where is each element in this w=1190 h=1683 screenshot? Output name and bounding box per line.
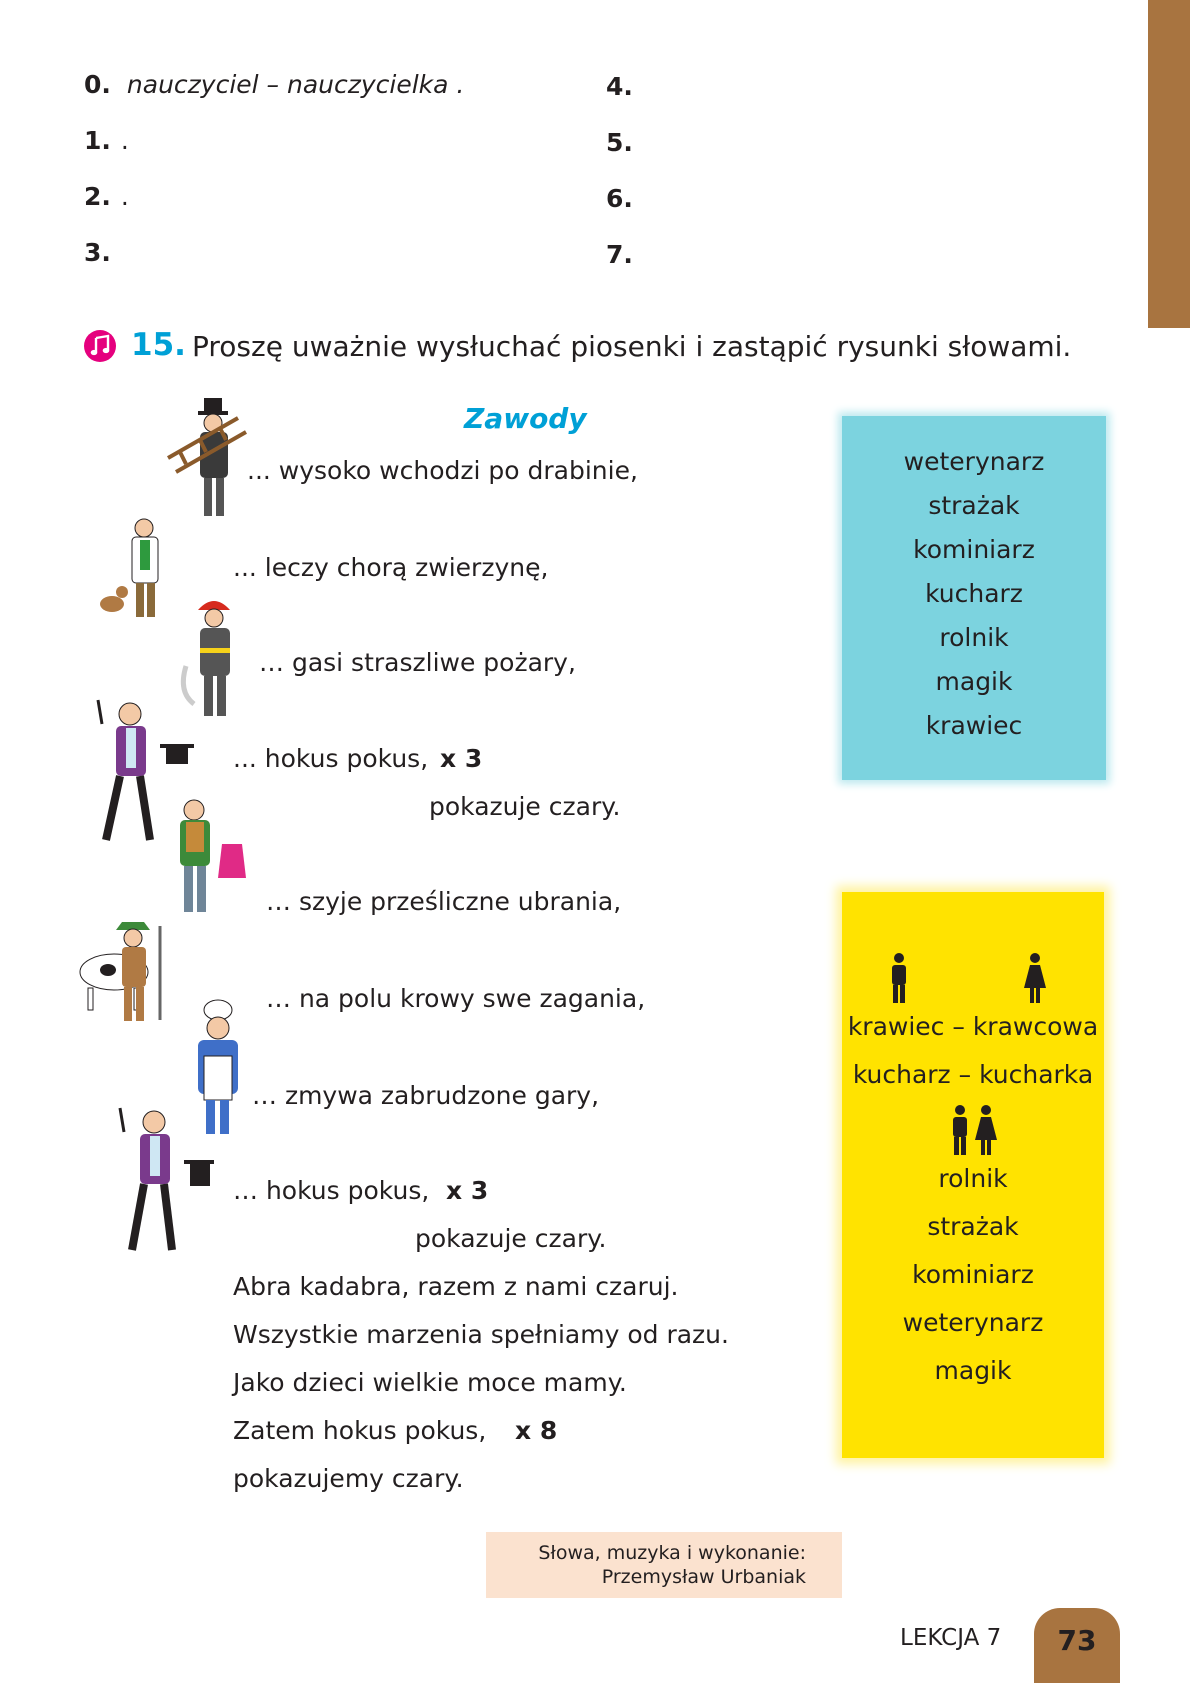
repeat-mark: x 3	[440, 744, 483, 773]
song-line: … szyje prześliczne ubrania,	[266, 887, 622, 916]
song-line: … zmywa zabrudzone gary,	[252, 1081, 600, 1110]
list-item: 5.	[606, 128, 633, 157]
list-item: 2. .	[84, 182, 129, 211]
list-item: 1. .	[84, 126, 129, 155]
song-line: pokazuje czary.	[415, 1224, 607, 1253]
list-item: 6.	[606, 184, 633, 213]
song-line: ... hokus pokus,	[233, 744, 429, 773]
song-line: ... wysoko wchodzi po drabinie,	[247, 456, 638, 485]
gender-forms-box	[842, 892, 1104, 1458]
song-line: pokazujemy czary.	[233, 1464, 464, 1493]
list-item: 0. nauczyciel – nauczycielka .	[84, 70, 465, 99]
song-line: Abra kadabra, razem z nami czaruj.	[233, 1272, 679, 1301]
music-note-icon	[84, 330, 116, 362]
song-credit	[486, 1532, 842, 1598]
word-bank-box	[842, 416, 1106, 780]
repeat-mark: x 8	[515, 1416, 558, 1445]
word-bank-item: strażak	[928, 491, 1020, 520]
word-bank-item: magik	[935, 667, 1013, 696]
song-title: Zawody	[464, 402, 587, 435]
male-female-figures-icon	[948, 1104, 1000, 1156]
word-bank-item: kominiarz	[913, 535, 1035, 564]
list-item: 3.	[84, 238, 111, 267]
male-figure-icon	[886, 952, 912, 1004]
exercise-number: 15.	[131, 327, 186, 363]
gender-same-word: kominiarz	[912, 1260, 1034, 1289]
song-line: pokazuje czary.	[429, 792, 621, 821]
list-item: 7.	[606, 240, 633, 269]
lesson-label: LEKCJA 7	[900, 1625, 1002, 1651]
song-line: … na polu krowy swe zagania,	[266, 984, 646, 1013]
word-bank-item: weterynarz	[903, 447, 1045, 476]
credit-line: Słowa, muzyka i wykonanie:	[538, 1542, 806, 1564]
tailor-illustration	[166, 796, 250, 918]
list-item: 4.	[606, 72, 633, 101]
gender-same-word: rolnik	[938, 1164, 1008, 1193]
song-line: … hokus pokus,	[233, 1176, 430, 1205]
song-line: Zatem hokus pokus,	[233, 1416, 487, 1445]
magician-illustration	[110, 1104, 214, 1256]
example-answer: nauczyciel – nauczycielka .	[126, 70, 465, 99]
veterinarian-illustration	[98, 512, 174, 624]
song-line: ... leczy chorą zwierzynę,	[233, 553, 549, 582]
word-bank-item: krawiec	[925, 711, 1023, 740]
farmer-illustration	[78, 920, 188, 1026]
song-line: Wszystkie marzenia spełniamy od razu.	[233, 1320, 729, 1349]
page-number-tab	[1034, 1608, 1120, 1683]
gender-pair: krawiec – krawcowa	[847, 1012, 1099, 1041]
chimney-sweep-illustration	[166, 396, 260, 524]
song-line: Jako dzieci wielkie moce mamy.	[233, 1368, 627, 1397]
word-bank-item: rolnik	[939, 623, 1009, 652]
repeat-mark: x 3	[446, 1176, 489, 1205]
page-number: 73	[1057, 1624, 1097, 1657]
gender-same-word: magik	[934, 1356, 1012, 1385]
gender-same-word: strażak	[927, 1212, 1019, 1241]
gender-pair: kucharz – kucharka	[852, 1060, 1094, 1089]
chapter-tab	[1148, 0, 1190, 328]
female-figure-icon	[1022, 952, 1048, 1004]
credit-author: Przemysław Urbaniak	[601, 1566, 806, 1588]
gender-same-word: weterynarz	[902, 1308, 1044, 1337]
word-bank-item: kucharz	[925, 579, 1023, 608]
exercise-instruction: Proszę uważnie wysłuchać piosenki i zastąpić rysunki słowami.	[192, 330, 1072, 363]
song-line: … gasi straszliwe pożary,	[259, 648, 576, 677]
